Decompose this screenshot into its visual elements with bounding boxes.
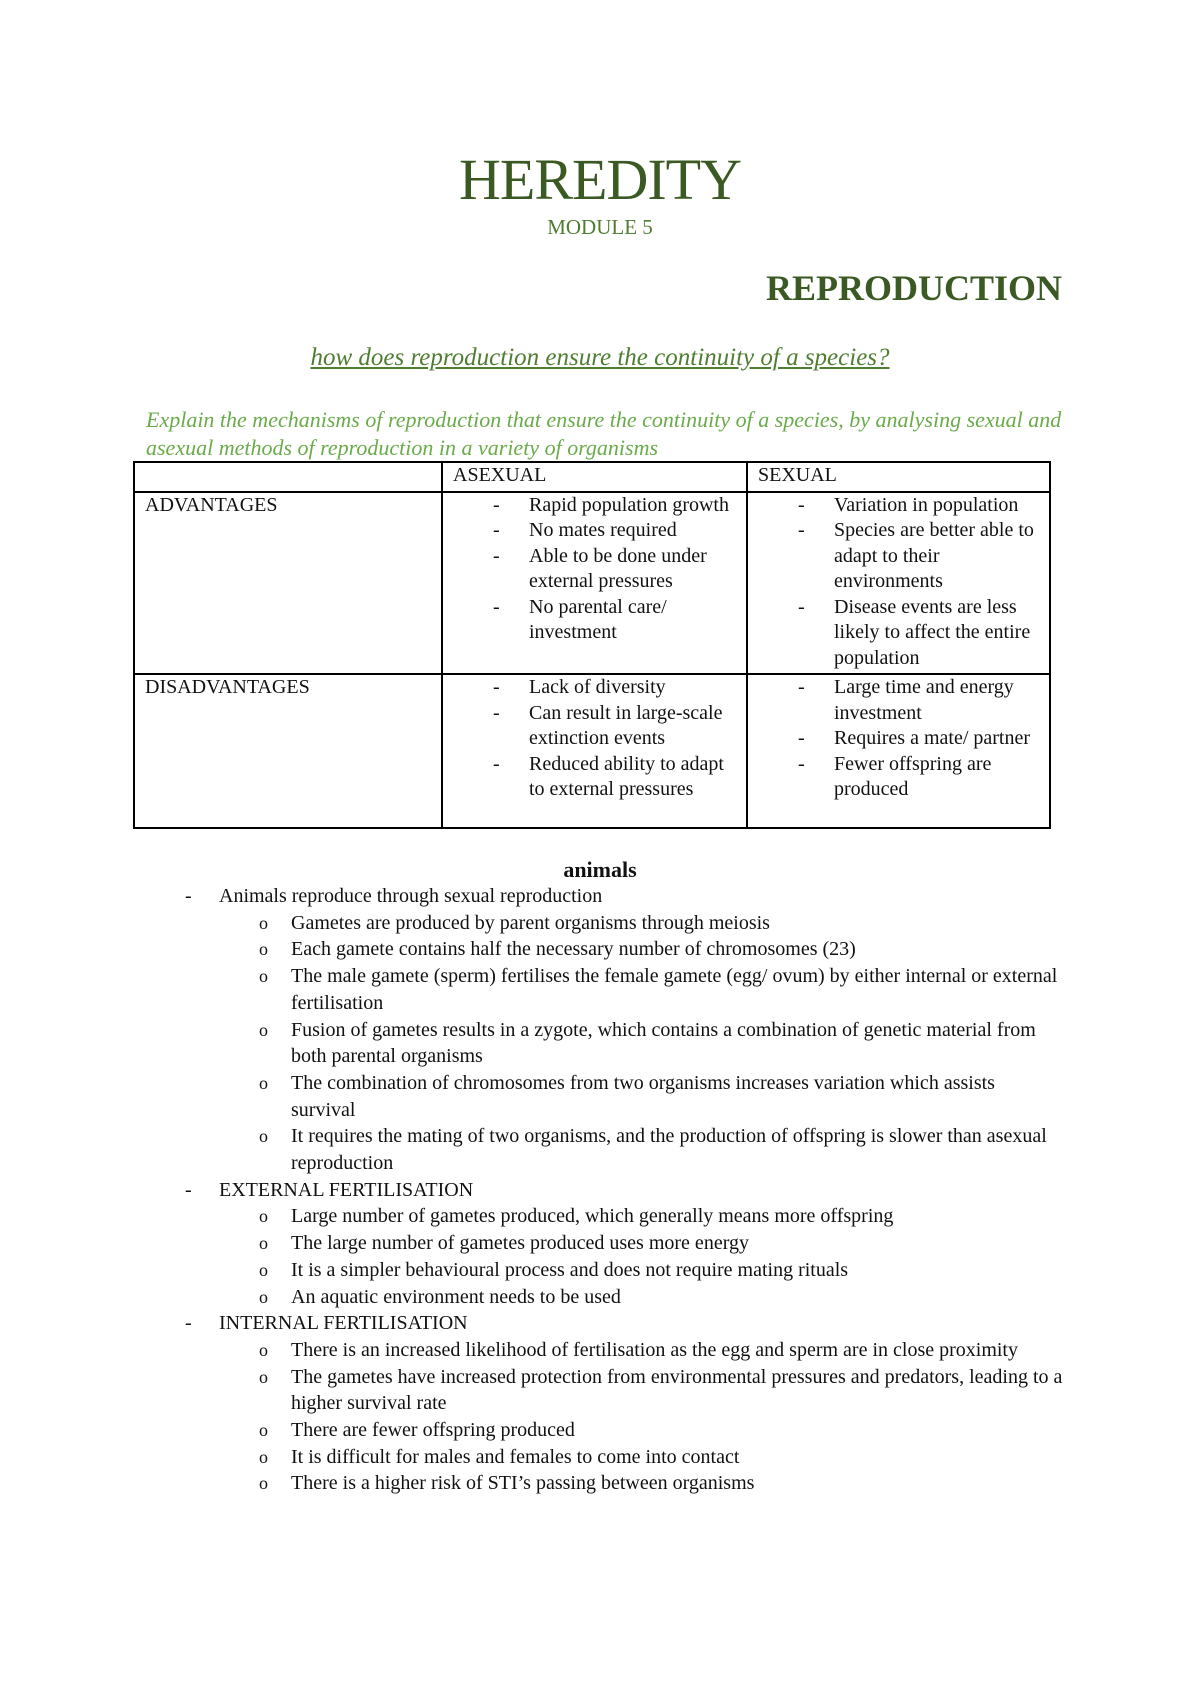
list-item — [219, 1203, 1063, 1230]
circle-bullet: o — [259, 1286, 268, 1307]
inquiry-question: how does reproduction ensure the continuity of a species? — [310, 344, 890, 371]
list-item-text: The large number of gametes produced uses more energy — [291, 1232, 749, 1255]
list-item: - Can result in large-scale extinction events — [453, 701, 736, 752]
list-item-text: There are fewer offspring produced — [291, 1419, 575, 1442]
content-point-text: Explain the mechanisms of reproduction that ensure the continuity of a species, by analysing sexual and asexual methods of reproduction in a variety of organisms — [146, 407, 1062, 460]
page-title: HEREDITY — [459, 147, 741, 212]
list-item: - Able to be done under external pressures — [453, 544, 736, 595]
dash-bullet: - — [185, 885, 192, 907]
advantages-disadvantages-table — [133, 461, 1051, 829]
circle-bullet: o — [259, 1420, 268, 1441]
list-item: - Variation in population — [758, 493, 1039, 519]
circle-bullet: o — [259, 1446, 268, 1467]
circle-bullet: o — [259, 1126, 268, 1147]
list-item: - Fewer offspring are produced — [758, 752, 1039, 803]
list-item — [219, 1444, 1063, 1471]
list-item: - Reduced ability to adapt to external pressures — [453, 752, 736, 803]
asexual-disadvantages-cell — [442, 674, 747, 828]
list-item-text: INTERNAL FERTILISATION — [219, 1312, 468, 1335]
list-item-text: Animals reproduce through sexual reproduction — [219, 885, 603, 907]
animals-notes — [183, 883, 1063, 1497]
circle-bullet: o — [259, 966, 268, 987]
table-header-cell-asexual: ASEXUAL — [442, 462, 747, 492]
module-label: MODULE 5 — [547, 215, 653, 239]
list-item: - Requires a mate/ partner — [758, 726, 1039, 752]
list-item-text: It requires the mating of two organisms, and the production of offspring is slower than asexual reproduction — [291, 1125, 1047, 1175]
list-item-text: Gametes are produced by parent organisms through meiosis — [291, 911, 770, 934]
circle-bullet: o — [259, 1233, 268, 1254]
table-row-advantages — [134, 492, 1050, 675]
dash-bullet: - — [185, 1312, 192, 1335]
circle-bullet: o — [259, 1259, 268, 1280]
list-item-text: Large number of gametes produced, which generally means more offspring — [291, 1205, 894, 1228]
list-item: - No mates required — [453, 518, 736, 544]
list-item — [219, 1417, 1063, 1444]
list-item: - Large time and energy investment — [758, 675, 1039, 726]
table-header-cell-sexual: SEXUAL — [747, 462, 1050, 492]
circle-bullet: o — [259, 1339, 268, 1360]
circle-bullet: o — [259, 1366, 268, 1387]
sexual-disadvantages-cell — [747, 674, 1050, 828]
list-item: - Disease events are less likely to affect the entire population — [758, 595, 1039, 672]
list-item — [219, 936, 1063, 963]
circle-bullet: o — [259, 1072, 268, 1093]
list-item-text: There is an increased likelihood of fertilisation as the egg and sperm are in close proximity — [291, 1338, 1018, 1361]
list-item — [219, 910, 1063, 937]
circle-bullet: o — [259, 939, 268, 960]
list-item — [219, 1337, 1063, 1364]
list-item — [219, 1470, 1063, 1497]
row-label: ADVANTAGES — [134, 492, 442, 675]
table-header-cell — [134, 462, 442, 492]
table-header-row — [134, 462, 1050, 492]
list-item — [219, 1257, 1063, 1284]
list-item-text: Fusion of gametes results in a zygote, which contains a combination of genetic material from both parental organisms — [291, 1018, 1036, 1068]
list-item — [183, 1177, 1063, 1311]
list-item — [219, 1364, 1063, 1417]
list-item: - No parental care/ investment — [453, 595, 736, 646]
list-item-text: EXTERNAL FERTILISATION — [219, 1178, 474, 1201]
circle-bullet: o — [259, 1473, 268, 1494]
list-item — [219, 963, 1063, 1016]
list-item-text: The male gamete (sperm) fertilises the female gamete (egg/ ovum) by either internal or external fertilisation — [291, 965, 1058, 1014]
list-item-text: The combination of chromosomes from two organisms increases variation which assists survival — [291, 1071, 995, 1121]
list-item: - Species are better able to adapt to their environments — [758, 518, 1039, 595]
circle-bullet: o — [259, 1206, 268, 1227]
list-item — [219, 1230, 1063, 1257]
list-item — [183, 1310, 1063, 1497]
list-item-text: An aquatic environment needs to be used — [291, 1285, 621, 1308]
list-item-text: There is a higher risk of STI’s passing between organisms — [291, 1472, 755, 1495]
section-heading: REPRODUCTION — [765, 268, 1062, 308]
list-item — [183, 883, 1063, 1177]
list-item — [219, 1017, 1063, 1070]
list-item — [219, 1123, 1063, 1176]
list-item: - Rapid population growth — [453, 493, 736, 519]
list-item-text: It is a simpler behavioural process and does not require mating rituals — [291, 1258, 849, 1281]
table-row-disadvantages — [134, 674, 1050, 828]
list-item — [219, 1284, 1063, 1311]
list-item-text: It is difficult for males and females to come into contact — [291, 1445, 740, 1468]
row-label: DISADVANTAGES — [134, 674, 442, 828]
list-item-text: The gametes have increased protection from environmental pressures and predators, leading to a higher survival rate — [291, 1365, 1063, 1415]
asexual-advantages-cell — [442, 492, 747, 675]
list-item — [219, 1070, 1063, 1123]
circle-bullet: o — [259, 912, 268, 933]
circle-bullet: o — [259, 1019, 268, 1040]
list-item: - Lack of diversity — [453, 675, 736, 701]
list-item-text: Each gamete contains half the necessary number of chromosomes (23) — [291, 938, 856, 961]
sexual-advantages-cell — [747, 492, 1050, 675]
animals-heading: animals — [563, 857, 637, 882]
dash-bullet: - — [185, 1178, 192, 1201]
